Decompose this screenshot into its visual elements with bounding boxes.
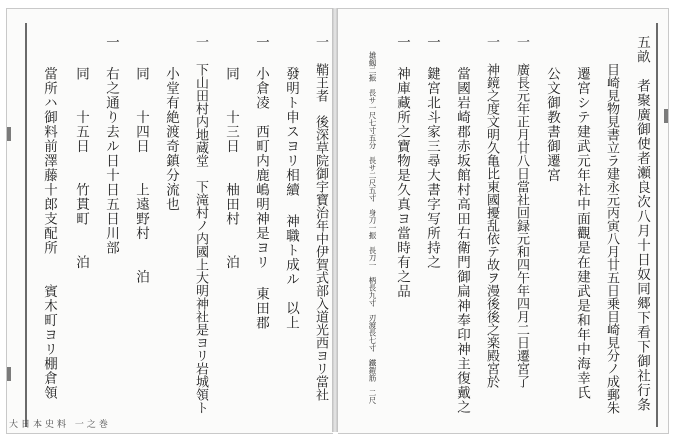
left-page (6, 8, 333, 434)
text-column: 當國岩崎郡赤坂館村高田右衛門御扁神奉印神主復戴之 (454, 35, 470, 415)
text-column: 雄劔二振 長サ一尺七寸五分 長サ二尺五寸 身刀一振 長刀一 柄長九寸 刃渡長七寸 鐵鎧筋 二尺 (368, 35, 377, 404)
text-column: 當所ハ御料前澤藤十郎支配所 賓木町ヨリ棚倉領 (41, 35, 57, 400)
text-column: 一 下山田村内地蔵堂 下滝村ノ内國上大明神社是ヨリ岩城領ト (193, 35, 208, 414)
binding-tab (664, 109, 668, 123)
binding-tab (7, 367, 11, 381)
text-column: 公文御教書御遷宮 (544, 35, 560, 183)
text-column: 同 十三日 柚田村 泊 (223, 35, 239, 270)
text-column: 同 十四日 上遠野村 泊 (133, 35, 149, 284)
text-column: 發明ト申スヨリ相續 神職ト成ル 以上 (283, 35, 299, 330)
binding-tab (7, 127, 11, 141)
text-column: 小堂有絶渡奇鎮分流也 (163, 35, 179, 212)
text-column: 五畝 者聚廣御使者瀬良次八月十日奴同郷下看下御社行条 (634, 35, 650, 412)
text-column: 一 鞘王者 後深草院御宇寶治年中伊賀式部入道光西ヨリ當社 (313, 35, 328, 401)
text-column: 一 右之通り去ル日十日五日川部 (103, 35, 119, 255)
text-column: 一 神庫藏所之寶物是久真ヨ當時有之品 (394, 35, 410, 299)
text-column: 一 廣長元年正月廿八日當社回録元和四午年四月二日遷宮了 (514, 35, 529, 388)
text-column: 一 鍵宮北斗家三尋大書字写所持之 (424, 35, 440, 270)
text-column: 遷宮シテ建武元年社中面觀是在建武是和年中海幸氏 (574, 35, 590, 400)
right-margin-rule (656, 23, 658, 427)
page-footer: 大日本史料 一之巻 (9, 420, 111, 430)
right-page (338, 8, 669, 434)
text-column: 一 小倉凌 西町内鹿嶋明神是ヨリ 東田郡 (253, 35, 269, 330)
left-margin-rule (25, 23, 27, 427)
text-column: 目崎見物見書立ラ建永元丙寅八月廿五日乗目崎見分ノ成郵朱 (604, 35, 619, 414)
text-column: 同 十五日 竹貫町 泊 (73, 35, 89, 270)
text-column: 一 神鏡之度文明久亀比東國擾乱依テ故ヲ漫後後之楽殿宮於 (484, 35, 499, 388)
